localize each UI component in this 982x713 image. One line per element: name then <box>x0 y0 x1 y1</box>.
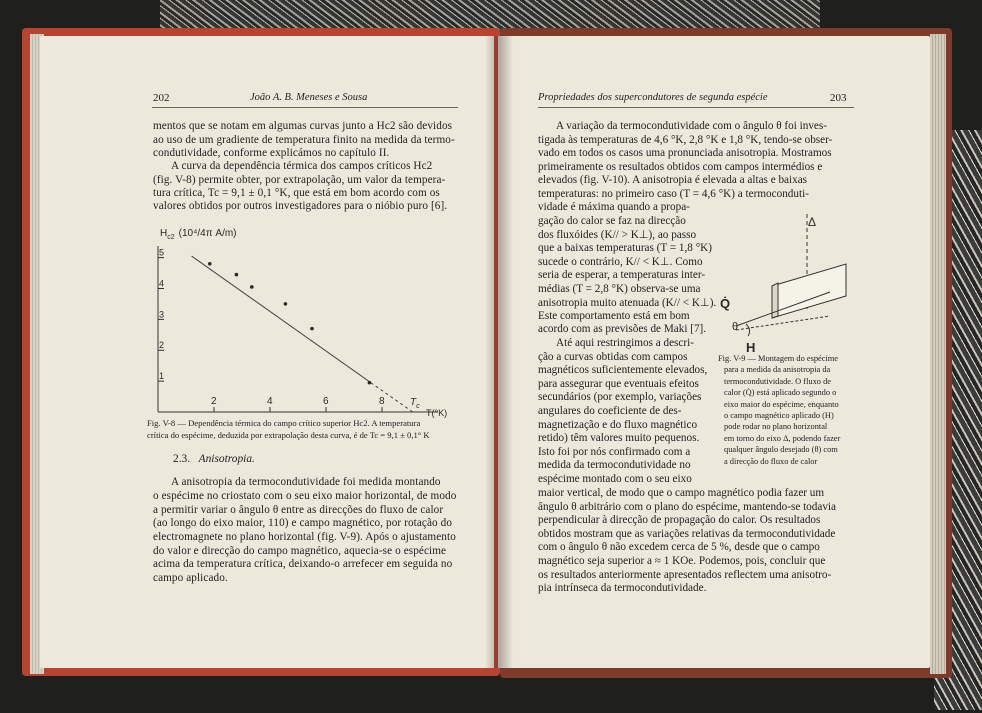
y-tick-label: 4 <box>159 278 165 289</box>
data-point <box>235 273 239 277</box>
header-rule <box>538 107 854 108</box>
text-line: medida da termocondutividade no <box>538 459 691 472</box>
x-tick-label: 2 <box>211 396 217 407</box>
figure-caption-line: qualquer ângulo desejado (θ) com <box>724 445 838 455</box>
x-axis-label: T(°K) <box>426 408 448 418</box>
running-head: João A. B. Meneses e Sousa <box>250 92 368 103</box>
data-point <box>208 262 212 266</box>
specimen-block <box>772 264 846 318</box>
right-page <box>498 36 930 668</box>
text-line: retido) têm valores muito pequenos. <box>538 432 700 445</box>
text-line: temperaturas: no primeiro caso (T = 4,6 °K) a termoconduti- <box>538 188 809 200</box>
text-line: anisotropia muito atenuada (K// < K⊥). <box>538 297 717 310</box>
data-point <box>310 327 314 331</box>
y-tick-label: 1 <box>159 371 165 382</box>
figure-caption-line: termocondutividade. O fluxo de <box>724 376 831 386</box>
text-line: ao uso de um gradiente de temperatura finito na medida da termo- <box>153 134 455 146</box>
text-line: (ao longo do eixo maior, 110) e campo magnético, por rotação do <box>153 517 453 529</box>
figure-caption-line: calor (Q̇) está aplicado segundo o <box>724 388 837 398</box>
x-tick-label: 8 <box>379 396 385 407</box>
book-gutter-shadow <box>485 36 513 668</box>
text-line: elevados (fig. V-10). A anisotropia é elevada a altas e baixas <box>538 174 808 187</box>
text-line: gação do calor se faz na direcção <box>538 214 686 227</box>
page-number: 202 <box>153 92 170 104</box>
text-line: primeiramente os resultados obtidos com campos intermédios e <box>538 160 823 173</box>
text-line: dos fluxóides (K// > K⊥), ao passo <box>538 229 697 242</box>
text-line: valores obtidos por outros investigadores para o nióbio puro [6]. <box>153 200 448 212</box>
data-point <box>368 381 372 385</box>
text-line: ângulo θ arbitrário com o plano do espécime, mantendo-se todavia <box>538 500 837 513</box>
text-line: com o ângulo θ não excedem cerca de 5 %, desde que o campo <box>538 541 820 554</box>
figure-caption-line: Fig. V-8 — Dependência térmica do campo crítico superior Hc2. A temperatura <box>147 418 421 428</box>
data-point <box>284 302 288 306</box>
figure-caption-line: para a medida da anisotropia da <box>724 365 831 375</box>
text-line: Este comportamento está em bom <box>538 309 690 322</box>
text-line: pia intrínseca da termocondutividade. <box>538 582 707 595</box>
y-tick-label: 3 <box>159 309 165 320</box>
text-line: acordo com as previsões de Maki [7]. <box>538 323 707 336</box>
text-line: ção a curvas obtidas com campos <box>538 350 688 363</box>
figure-caption-line: o campo magnético aplicado (H) <box>724 411 834 420</box>
figure-caption-line: Fig. V-9 — Montagem do espécime <box>718 354 839 363</box>
page-edges-right <box>930 34 946 674</box>
text-line: os resultados anteriormente apresentados reflectem uma anisotro- <box>538 568 832 581</box>
figure-caption-line: a direcção do fluxo de calor <box>724 456 818 466</box>
text-line: para assegurar que eventuais efeitos <box>538 377 699 390</box>
y-tick-label: 2 <box>159 340 165 351</box>
text-line: perpendicular à direcção de propagação do calor. Os resultados <box>538 514 821 527</box>
text-line: que a baixas temperaturas (T = 1,8 °K) <box>538 241 712 254</box>
figure-caption-line: eixo maior do espécime, enquanto <box>724 399 839 409</box>
text-line: espécime montado com o seu eixo <box>538 473 692 485</box>
text-line: vidade é máxima quando a propa- <box>538 201 690 213</box>
text-line: tigada às temperaturas de 4,6 °K, 2,8 °K e 1,8 °K, tendo-se obser- <box>538 133 833 146</box>
text-line: o espécime no criostato com o seu eixo maior horizontal, de modo <box>153 490 457 502</box>
y-tick-label: 5 <box>159 247 165 258</box>
text-line: magnético seja superior a ≈ 1 KOe. Podemos, pois, concluir que <box>538 555 826 567</box>
field-line <box>736 316 830 330</box>
text-line: magnetização e do fluxo magnético <box>538 418 698 431</box>
text-line: obtidos mostram que as variações relativas da termocondutividade <box>538 527 836 540</box>
figure-v8-chart <box>148 222 463 422</box>
text-line: sucede o contrário, K// < K⊥. Como <box>538 256 703 269</box>
page-number: 203 <box>830 92 847 104</box>
text-line: A curva da dependência térmica dos campos críticos Hc2 <box>171 160 433 172</box>
section-heading: 2.3. Anisotropia. <box>173 453 255 465</box>
figure-caption-line: crítica do espécime, deduzida por extrapolação desta curva, é de Tc = 9,1 ± 0,1° K <box>147 430 430 440</box>
text-line: do valor e direcção do campo magnético, aquecia-se o espécime <box>153 545 447 557</box>
heat-flux-label: Q̇ <box>720 296 731 311</box>
x-tick-label: 4 <box>267 396 273 407</box>
y-axis-label: $H_{c2}$ (10⁴/4π A/m) <box>160 228 237 241</box>
data-point <box>250 285 254 289</box>
book-cover-marbled-top <box>160 0 820 30</box>
text-line: condutividade, conforme explicámos no capítulo II. <box>153 147 390 159</box>
text-line: vado em todos os casos uma pronunciada anisotropia. Mostramos <box>538 147 832 160</box>
running-head: Propriedades dos supercondutores de segunda espécie <box>538 92 768 103</box>
field-label: H <box>746 340 756 355</box>
theta-arc <box>746 324 750 336</box>
theta-label: θ <box>732 321 739 333</box>
tc-label: $T_c$ <box>410 397 420 410</box>
text-line: seria de esperar, a temperaturas inter- <box>538 269 706 281</box>
text-line: secundários (por exemplo, variações <box>538 391 702 404</box>
text-line: angulares do coeficiente de des- <box>538 405 682 417</box>
header-rule <box>152 107 458 108</box>
text-line: (fig. V-8) permite obter, por extrapolação, um valor da tempera- <box>153 174 446 186</box>
text-line: maior vertical, de modo que o campo magnético podia fazer um <box>538 487 825 499</box>
text-line: mentos que se notam em algumas curvas junto a Hc2 são devidos <box>153 120 453 132</box>
x-tick-label: 6 <box>323 396 329 407</box>
text-line: Isto foi por nós confirmado com a <box>538 445 691 458</box>
text-line: médias (T = 2,8 °K) observa-se uma <box>538 282 701 295</box>
fit-line <box>192 256 371 383</box>
text-line: acima da temperatura crítica, deixando-o arrefecer em seguida no <box>153 558 453 570</box>
left-page <box>40 36 494 668</box>
text-line: campo aplicado. <box>153 572 228 584</box>
figure-caption-line: em torno do eixo Δ, podendo fazer <box>724 433 841 443</box>
text-line: Até aqui restringimos a descri- <box>556 337 694 349</box>
text-line: A variação da termocondutividade com o ângulo θ foi inves- <box>556 120 827 132</box>
text-line: magnéticos suficientemente elevados, <box>538 364 708 377</box>
extrapolation-line <box>371 383 413 412</box>
figure-v9-diagram <box>712 206 852 356</box>
text-line: electromagnete no plano horizontal (fig. V-9). Após o ajustamento <box>153 531 456 543</box>
text-line: A anisotropia da termocondutividade foi medida montando <box>171 476 441 488</box>
text-line: tura crítica, Tc = 9,1 ± 0,1 °K, que está em bom acordo com os <box>153 187 440 199</box>
figure-caption-line: pode rodar no plano horizontal <box>724 422 828 432</box>
text-line: a permitir variar o ângulo θ entre as direcções do fluxo de calor <box>153 504 444 516</box>
delta-label: Δ <box>808 215 817 229</box>
